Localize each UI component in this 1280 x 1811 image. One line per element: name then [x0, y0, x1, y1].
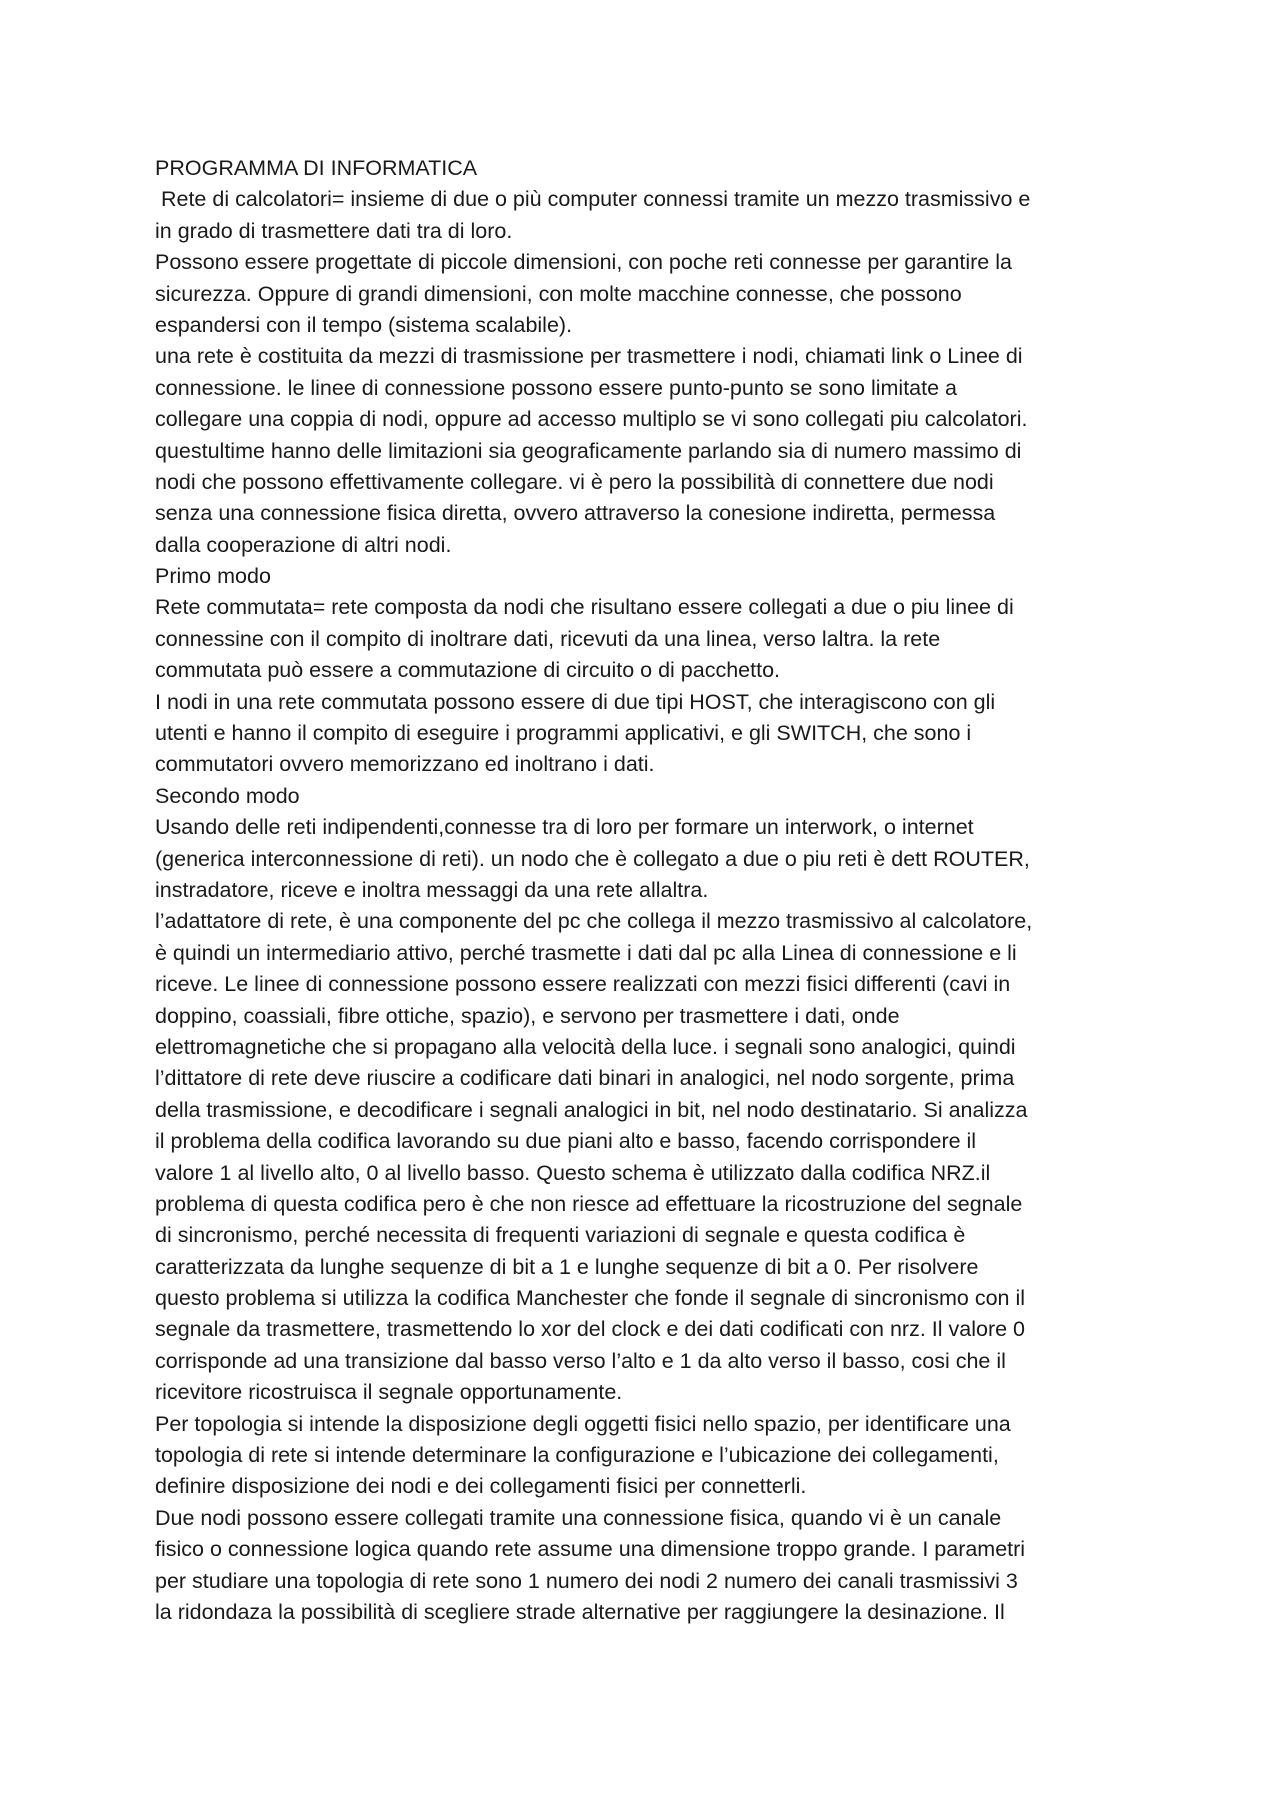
text-line: Due nodi possono essere collegati tramite una connessione fisica, quando vi è un canale [155, 1505, 1002, 1530]
text-line: in grado di trasmettere dati tra di loro. [155, 218, 513, 243]
text-line: una rete è costituita da mezzi di trasmissione per trasmettere i nodi, chiamati link o Linee di [155, 344, 1023, 369]
text-line: Rete di calcolatori= insieme di due o più computer connessi tramite un mezzo trasmissivo e [155, 187, 1031, 212]
text-line: ricevitore ricostruisca il segnale opportunamente. [155, 1380, 623, 1405]
text-line: questo problema si utilizza la codifica Manchester che fonde il segnale di sincronismo con il [155, 1286, 1026, 1311]
text-line: segnale da trasmettere, trasmettendo lo xor del clock e dei dati codificati con nrz. Il valore 0 [155, 1317, 1025, 1342]
text-line: Rete commutata= rete composta da nodi che risultano essere collegati a due o piu linee di [155, 595, 1014, 620]
text-line: dalla cooperazione di altri nodi. [155, 532, 452, 557]
text-line: doppino, coassiali, fibre ottiche, spazio), e servono per trasmettere i dati, onde [155, 1003, 900, 1028]
text-line: il problema della codifica lavorando su due piani alto e basso, facendo corrispondere il [155, 1129, 977, 1154]
text-line: valore 1 al livello alto, 0 al livello basso. Questo schema è utilizzato dalla codifica NRZ.il [155, 1160, 991, 1185]
text-line: l’adattatore di rete, è una componente del pc che collega il mezzo trasmissivo al calcolatore, [155, 909, 1033, 934]
text-line: corrisponde ad una transizione dal basso verso l’alto e 1 da alto verso il basso, cosi che il [155, 1348, 1006, 1373]
text-line: nodi che possono effettivamente collegare. vi è pero la possibilità di connettere due nodi [155, 469, 994, 494]
document-text [155, 153, 1145, 1628]
text-line: caratterizzata da lunghe sequenze di bit a 1 e lunghe sequenze di bit a 0. Per risolvere [155, 1254, 979, 1279]
text-line: instradatore, riceve e inoltra messaggi da una rete allaltra. [155, 877, 709, 902]
text-line: I nodi in una rete commutata possono essere di due tipi HOST, che interagiscono con gli [155, 689, 996, 714]
text-line: elettromagnetiche che si propagano alla velocità della luce. i segnali sono analogici, quindi [155, 1034, 1016, 1059]
text-line: sicurezza. Oppure di grandi dimensioni, con molte macchine connesse, che possono [155, 281, 962, 306]
text-line: l’dittatore di rete deve riuscire a codificare dati binari in analogici, nel nodo sorgente, prima [155, 1066, 1015, 1091]
text-line: la ridondaza la possibilità di scegliere strade alternative per raggiungere la desinazione. Il [155, 1599, 1005, 1624]
text-line: utenti e hanno il compito di eseguire i programmi applicativi, e gli SWITCH, che sono i [155, 721, 972, 746]
text-line: espandersi con il tempo (sistema scalabile). [155, 312, 573, 337]
text-line: commutata può essere a commutazione di circuito o di pacchetto. [155, 658, 781, 683]
text-line: della trasmissione, e decodificare i segnali analogici in bit, nel nodo destinatario. Si analizza [155, 1097, 1028, 1122]
text-line: è quindi un intermediario attivo, perché trasmette i dati dal pc alla Linea di connessione e li [155, 940, 1017, 965]
text-line: (generica interconnessione di reti). un nodo che è collegato a due o piu reti è dett ROUTER, [155, 846, 1030, 871]
text-line: per studiare una topologia di rete sono 1 numero dei nodi 2 numero dei canali trasmissivi 3 [155, 1568, 1018, 1593]
text-line: topologia di rete si intende determinare la configurazione e l’ubicazione dei collegamenti, [155, 1443, 999, 1468]
text-line: Secondo modo [155, 783, 300, 808]
document-title: PROGRAMMA DI INFORMATICA [155, 156, 478, 180]
text-line: Primo modo [155, 564, 271, 589]
text-line: Usando delle reti indipendenti,connesse tra di loro per formare un interwork, o internet [155, 815, 974, 840]
text-line: definire disposizione dei nodi e dei collegamenti fisici per connetterli. [155, 1474, 807, 1499]
text-line: collegare una coppia di nodi, oppure ad accesso multiplo se vi sono collegati piu calcolatori. [155, 407, 1028, 432]
text-line: riceve. Le linee di connessione possono essere realizzati con mezzi fisici differenti (cavi in [155, 972, 1011, 997]
text-line: fisico o connessione logica quando rete assume una dimensione troppo grande. I parametri [155, 1537, 1026, 1562]
text-line: connessine con il compito di inoltrare dati, ricevuti da una linea, verso laltra. la rete [155, 626, 941, 651]
text-line: Possono essere progettate di piccole dimensioni, con poche reti connesse per garantire la [155, 250, 1012, 275]
text-line: di sincronismo, perché necessita di frequenti variazioni di segnale e questa codifica è [155, 1223, 966, 1248]
text-line: problema di questa codifica pero è che non riesce ad effettuare la ricostruzione del segnale [155, 1191, 1023, 1216]
text-line: commutatori ovvero memorizzano ed inoltrano i dati. [155, 752, 655, 777]
text-line: senza una connessione fisica diretta, ovvero attraverso la conesione indiretta, permessa [155, 501, 996, 526]
text-line: questultime hanno delle limitazioni sia geograficamente parlando sia di numero massimo di [155, 438, 1022, 463]
text-line: connessione. le linee di connessione possono essere punto-punto se sono limitate a [155, 375, 957, 400]
text-line: Per topologia si intende la disposizione degli oggetti fisici nello spazio, per identificare una [155, 1411, 1011, 1436]
